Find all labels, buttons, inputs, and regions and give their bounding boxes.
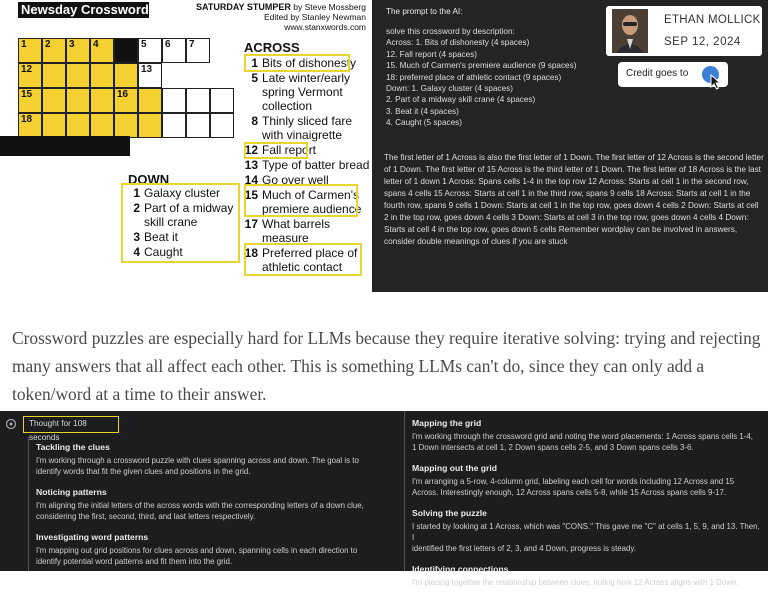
grid-cell	[114, 38, 138, 63]
byline-author: by Steve Mossberg	[293, 2, 366, 12]
crossword-panel	[0, 0, 372, 292]
grid-cell	[66, 88, 90, 113]
highlight-across-18	[244, 243, 362, 276]
reasoning-step-text: I'm working through the crossword grid and noting the word placements: 1 Across spans cells 1-4,	[412, 432, 753, 441]
clue-text: spring Vermont	[262, 85, 343, 99]
grid-cell-number: 13	[141, 64, 153, 75]
grid-cell-number: 3	[69, 39, 75, 50]
clue-text: What barrels	[262, 217, 331, 231]
down-heading: DOWN	[128, 172, 170, 187]
byline-series: SATURDAY STUMPER	[196, 2, 291, 12]
grid-cell-number: 12	[21, 64, 33, 75]
credit-label: Credit goes to	[626, 68, 689, 79]
reasoning-step-text: considering the first, second, third, and last letters respectively.	[36, 512, 256, 522]
clue-text: Fall report	[262, 143, 317, 157]
reasoning-left-rule	[28, 437, 29, 571]
reasoning-step-heading: Identifying connections	[412, 563, 509, 574]
grid-cell	[90, 113, 114, 138]
grid-cell	[210, 88, 234, 113]
clue-number: 15	[244, 188, 258, 202]
prompt-line: Across: 1. Bits of dishonesty (4 spaces)	[386, 38, 530, 48]
clue-number: 4	[133, 245, 140, 259]
highlight-across-15	[244, 184, 358, 217]
clue-number: 13	[244, 158, 258, 172]
clue-text: Galaxy cluster	[144, 186, 221, 200]
clue-number: 5	[251, 71, 258, 85]
grid-cell	[114, 63, 138, 88]
grid-cell	[66, 38, 90, 63]
reasoning-step-text: I'm working through a crossword puzzle with clues spanning across and down. The goal is to	[36, 456, 359, 465]
prompt-line: solve this crossword by description:	[386, 27, 515, 36]
reasoning-step-text: I'm mapping out grid positions for clues across and down, spanning cells in each direction to	[36, 545, 358, 555]
grid-cell	[210, 113, 234, 138]
grid-cell	[186, 88, 210, 113]
grid-dark-strip	[0, 136, 130, 156]
clue-number: 17	[244, 217, 258, 231]
highlight-down-clues	[121, 183, 240, 263]
thought-duration-toggle[interactable]: Thought for 108 seconds	[23, 416, 119, 433]
mouse-cursor-icon	[710, 74, 722, 90]
thinking-icon	[5, 418, 17, 430]
clue-text: collection	[262, 99, 313, 113]
grid-cell	[42, 88, 66, 113]
prompt-line: 12. Fall report (4 spaces)	[386, 49, 478, 59]
clue-text: athletic contact	[262, 260, 343, 274]
grid-cell-number: 2	[45, 39, 51, 50]
grid-cell-number: 16	[117, 89, 129, 100]
reasoning-right-column	[412, 415, 764, 594]
prompt-heading: The prompt to the AI:	[386, 7, 463, 16]
reasoning-step-text: 1 Down intersects at cell 1, 2 Down spans cells 2-5, and 3 Down spans cells 3-6.	[412, 443, 694, 453]
clue-text: Bits of dishonesty	[262, 56, 357, 70]
crossword-byline	[196, 2, 366, 32]
clue-text: Go over well	[262, 173, 329, 187]
byline-website: www.stanxwords.com	[284, 22, 366, 32]
reasoning-step-heading: Mapping the grid	[412, 418, 482, 428]
reasoning-step-heading: Solving the puzzle	[412, 507, 487, 518]
clue-number: 1	[133, 186, 140, 200]
across-clue-8	[244, 114, 372, 142]
grid-cell-number: 18	[21, 114, 33, 125]
grid-cell-number: 1	[21, 39, 27, 50]
prompt-side-marks	[380, 26, 383, 152]
author-name: ETHAN MOLLICK	[664, 14, 761, 26]
grid-cell	[66, 63, 90, 88]
reasoning-step-heading: Tackling the clues	[36, 442, 110, 452]
clue-text: premiere audience	[262, 202, 362, 216]
grid-cell	[18, 63, 42, 88]
grid-cell	[18, 88, 42, 113]
author-date: SEP 12, 2024	[664, 36, 741, 48]
clue-text: Type of batter bread	[262, 158, 370, 172]
prompt-line: 3. Beat it (4 spaces)	[386, 106, 459, 116]
author-card	[606, 6, 762, 56]
highlight-across-12	[244, 142, 308, 159]
reasoning-step-text: Across. Interestingly enough, 12 Across spans cells 5-8, while 15 Across spans cells 9-17.	[412, 488, 727, 498]
across-clue-17	[244, 217, 372, 245]
reasoning-left-column	[36, 439, 396, 573]
grid-cell	[138, 63, 162, 88]
prompt-line: 18: preferred place of athletic contact (9 spaces)	[386, 72, 562, 82]
highlight-across-1	[244, 54, 350, 72]
byline-editor: Edited by Stanley Newman	[263, 12, 366, 22]
grid-cell	[42, 113, 66, 138]
credit-button[interactable]	[618, 62, 728, 87]
clue-number: 2	[133, 201, 140, 215]
clue-number: 3	[133, 230, 140, 244]
grid-cell	[162, 88, 186, 113]
prompt-paragraph: The first letter of 1 Across is also the first letter of 1 Down. The first letter of 12 Across is the second letter of 1 Down. The first letter of 15 Across is the third letter of 1 Down. The first letter of 18 Across is the last letter of 1 down 1 Across: Spans cells 1-4 in the top row 12 Across: Starts at cell 1 in the second row, spans 4 cells 15 Across: Starts at cell 1 in the third row, spans 9 cells 18 Across: Starts at cell 1 in the fourth row, spans 9 cells 1 Down: Starts at cell 1 in the top row, goes down 4 cells 2 Down: Starts at cell 2 in the top row, goes down 4 cells 3 Down: Starts at cell 3 in the top row, goes down 4 cells 4 Down: Starts at cell 4 in the top row, goes down 5 cells Remember wordplay can be involved in answers, consider double meanings of clues if you are stuck	[384, 153, 764, 246]
grid-cell	[42, 38, 66, 63]
grid-cell	[186, 113, 210, 138]
grid-cell-number: 4	[93, 39, 99, 50]
reasoning-step-text: I'm piecing together the relationship between clues, noting how 12 Across aligns with 1 Down.	[412, 577, 739, 587]
author-avatar	[612, 9, 648, 53]
grid-cell	[90, 63, 114, 88]
grid-cell	[114, 88, 138, 113]
prompt-line: Down: 1. Galaxy cluster (4 spaces)	[386, 84, 513, 94]
across-heading: ACROSS	[244, 40, 300, 55]
grid-cell	[18, 38, 42, 63]
grid-cell	[114, 113, 138, 138]
clue-number: 12	[244, 143, 258, 157]
grid-cell-number: 15	[21, 89, 33, 100]
reasoning-step-text: I started by looking at 1 Across, which was "CONS." This gave me "C" at cells 1, 5, 9, and 13. Then, I	[412, 521, 760, 543]
across-clue-13	[244, 158, 372, 172]
grid-cell	[162, 38, 186, 63]
reasoning-right-rule	[404, 411, 405, 571]
reasoning-step-text: I'm aligning the initial letters of the across words with the corresponding letters of a down clue,	[36, 500, 364, 510]
grid-cell-number: 7	[189, 39, 195, 50]
clue-text: measure	[262, 231, 309, 245]
clue-text: skill crane	[144, 215, 198, 229]
grid-cell	[66, 113, 90, 138]
clue-text: Late winter/early	[262, 71, 351, 85]
grid-cell-number: 6	[165, 39, 171, 50]
crossword-title: Newsday Crossword	[18, 2, 149, 18]
grid-cell-number: 5	[141, 39, 147, 50]
clue-number: 8	[251, 114, 258, 128]
reasoning-step-text: I'm arranging a 5-row, 4-column grid, labeling each cell for words including 12 Across and 15	[412, 476, 735, 486]
prompt-clue-lines	[386, 26, 576, 129]
clue-text: with vinaigrette	[262, 128, 343, 142]
grid-cell	[138, 38, 162, 63]
grid-cell	[18, 113, 42, 138]
prompt-line: 4. Caught (5 spaces)	[386, 118, 463, 128]
reasoning-panel	[0, 411, 768, 587]
reasoning-step-heading: Investigating word patterns	[36, 531, 149, 542]
clue-number: 14	[244, 173, 258, 187]
clue-number: 1	[251, 56, 258, 70]
reasoning-step-heading: Mapping out the grid	[412, 462, 497, 473]
grid-cell	[162, 113, 186, 138]
reasoning-step-heading: Noticing patterns	[36, 486, 107, 497]
clue-text: Beat it	[144, 230, 179, 244]
reasoning-step-text: identified the first letters of 2, 3, and 4 Down, progress is steady.	[412, 544, 636, 554]
grid-cell	[138, 113, 162, 138]
clue-text: Much of Carmen's	[262, 188, 359, 202]
clue-text: Thinly sliced fare	[262, 114, 353, 128]
reasoning-step-text: identify potential word patterns and fit them into the grid.	[36, 557, 233, 567]
clue-number: 18	[244, 246, 258, 260]
prompt-line: 15. Much of Carmen's premiere audience (9 spaces)	[386, 61, 577, 71]
grid-cell	[138, 88, 162, 113]
prompt-panel	[372, 0, 768, 292]
clue-text: Caught	[144, 245, 183, 259]
reasoning-step-text: identify words that fit the given clues and positions in the grid.	[36, 467, 251, 477]
clue-text: Part of a midway	[144, 201, 234, 215]
clue-text: Preferred place of	[262, 246, 358, 260]
grid-cell	[186, 38, 210, 63]
grid-cell	[42, 63, 66, 88]
across-clue-5	[244, 71, 372, 113]
article-paragraph: Crossword puzzles are especially hard for LLMs because they require iterative solving: trying and rejecting many answers that all affect each other. This is something LLMs can't do, since they can only add a token/word at a time to their answer.	[12, 328, 761, 404]
prompt-line: 2. Part of a midway skill crane (4 spaces)	[386, 95, 536, 105]
grid-cell	[90, 38, 114, 63]
grid-cell	[90, 88, 114, 113]
